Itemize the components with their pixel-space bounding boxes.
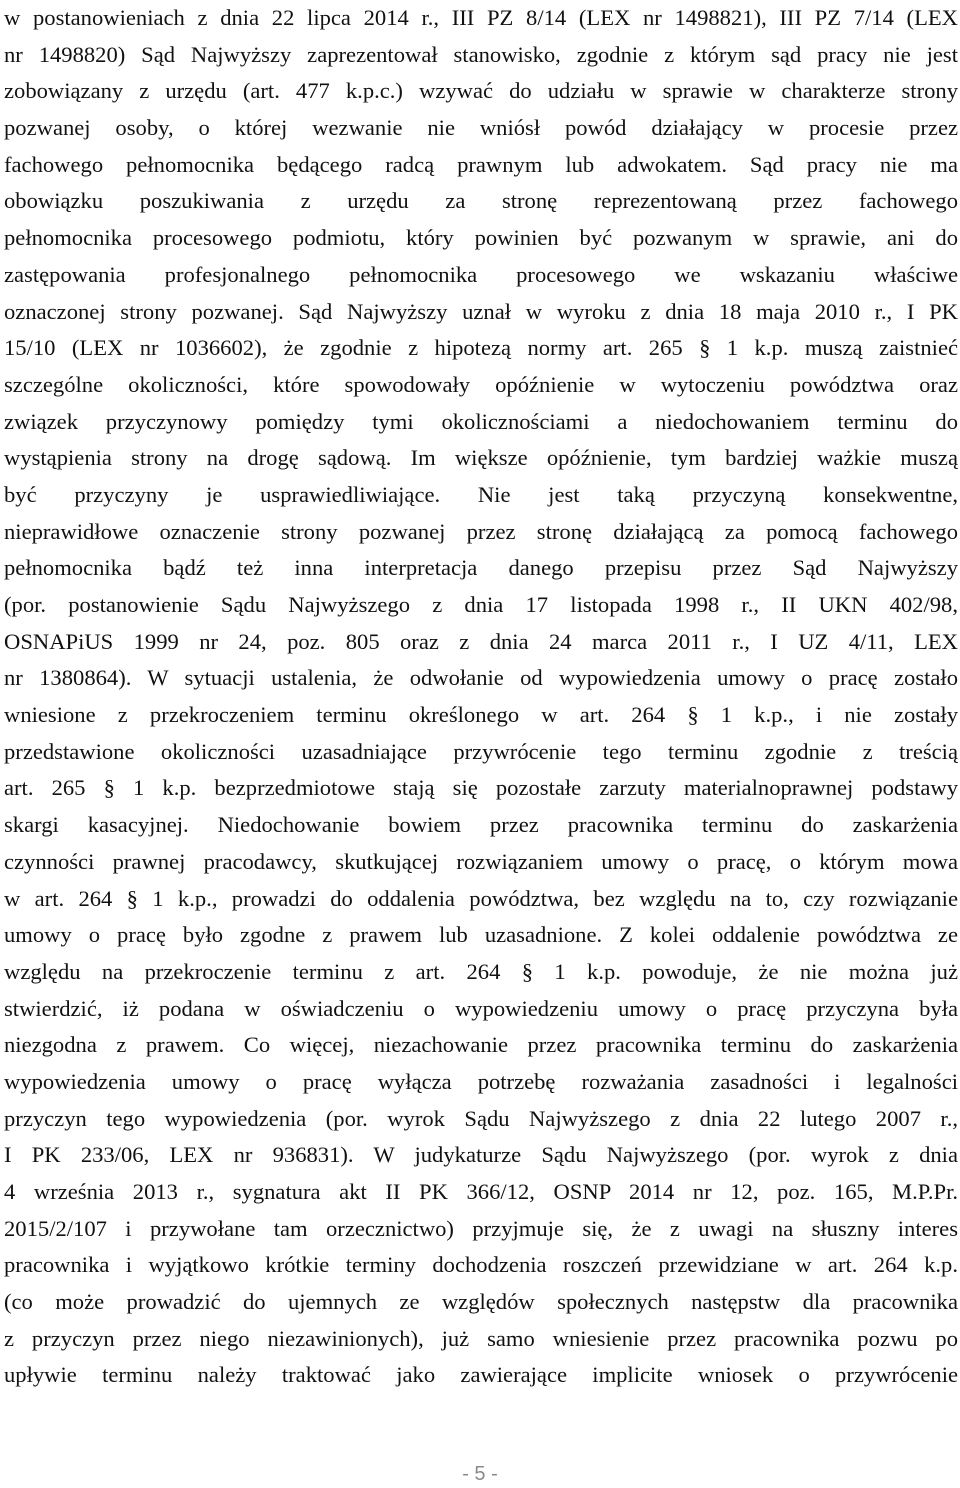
page-number: - 5 - bbox=[462, 1463, 498, 1485]
text-line: być przyczyny je usprawiedliwiające. Nie jest taką przyczyną konsekwentne, bbox=[4, 481, 958, 507]
text-line: w postanowieniach z dnia 22 lipca 2014 r., III PZ 8/14 (LEX nr 1498821), III PZ 7/14 (LEX bbox=[4, 5, 958, 30]
text-line: 2015/2/107 i przywołane tam orzecznictwo) przyjmuje się, że z uwagi na słuszny interes bbox=[4, 1215, 958, 1241]
text-line: 4 września 2013 r., sygnatura akt II PK 366/12, OSNP 2014 nr 12, poz. 165, M.P.Pr. bbox=[4, 1179, 958, 1204]
text-line: przedstawione okoliczności uzasadniające przywrócenie tego terminu zgodnie z treścią bbox=[4, 738, 958, 764]
body-text bbox=[4, 0, 958, 1394]
text-line: nr 1380864). W sytuacji ustalenia, że odwołanie od wypowiedzenia umowy o pracę zostało bbox=[4, 665, 958, 691]
text-line: upływie terminu należy traktować jako zawierające implicite wniosek o przywrócenie bbox=[4, 1362, 958, 1388]
text-line: I PK 233/06, LEX nr 936831). W judykaturze Sądu Najwyższego (por. wyrok z dnia bbox=[4, 1142, 958, 1168]
text-line: związek przyczynowy pomiędzy tymi okolicznościami a niedochowaniem terminu do bbox=[4, 408, 958, 434]
text-line: niezgodna z prawem. Co więcej, niezachowanie przez pracownika terminu do zaskarżenia bbox=[4, 1032, 958, 1058]
text-line: pełnomocnika bądź też inna interpretacja danego przepisu przez Sąd Najwyższy bbox=[4, 555, 958, 581]
text-line: (co może prowadzić do ujemnych ze względów społecznych następstw dla pracownika bbox=[4, 1289, 958, 1315]
text-line: wystąpienia strony na drogę sądową. Im większe opóźnienie, tym bardziej ważkie muszą bbox=[4, 445, 958, 471]
text-line: szczególne okoliczności, które spowodowały opóźnienie w wytoczeniu powództwa oraz bbox=[4, 371, 958, 397]
text-line: wypowiedzenia umowy o pracę wyłącza potrzebę rozważania zasadności i legalności bbox=[4, 1068, 958, 1094]
text-line: fachowego pełnomocnika będącego radcą prawnym lub adwokatem. Sąd pracy nie ma bbox=[4, 151, 958, 177]
text-line: pozwanej osoby, o której wezwanie nie wniósł powód działający w procesie przez bbox=[4, 115, 958, 141]
text-line: art. 265 § 1 k.p. bezprzedmiotowe stają się pozostałe zarzuty materialnoprawnej podstawy bbox=[4, 775, 958, 801]
text-line: OSNAPiUS 1999 nr 24, poz. 805 oraz z dnia 24 marca 2011 r., I UZ 4/11, LEX bbox=[4, 628, 958, 654]
text-line: oznaczonej strony pozwanej. Sąd Najwyższy uznał w wyroku z dnia 18 maja 2010 r., I PK bbox=[4, 298, 958, 324]
text-line: zastępowania profesjonalnego pełnomocnika procesowego we wskazaniu właściwe bbox=[4, 261, 958, 287]
text-line: (por. postanowienie Sądu Najwyższego z dnia 17 listopada 1998 r., II UKN 402/98, bbox=[4, 592, 958, 617]
text-line: pracownika i wyjątkowo krótkie terminy dochodzenia roszczeń przewidziane w art. 264 k.p. bbox=[4, 1252, 958, 1278]
text-line: umowy o pracę było zgodne z prawem lub uzasadnione. Z kolei oddalenie powództwa ze bbox=[4, 922, 958, 948]
text-line: obowiązku poszukiwania z urzędu za stronę reprezentowaną przez fachowego bbox=[4, 188, 958, 214]
text-line: 15/10 (LEX nr 1036602), że zgodnie z hipotezą normy art. 265 § 1 k.p. muszą zaistnieć bbox=[4, 335, 958, 361]
text-line: stwierdzić, iż podana w oświadczeniu o wypowiedzeniu umowy o pracę przyczyna była bbox=[4, 995, 958, 1021]
text-line: względu na przekroczenie terminu z art. 264 § 1 k.p. powoduje, że nie można już bbox=[4, 958, 958, 984]
text-line: nr 1498820) Sąd Najwyższy zaprezentował stanowisko, zgodnie z którym sąd pracy nie jest bbox=[4, 41, 958, 67]
text-line: pełnomocnika procesowego podmiotu, który powinien być pozwanym w sprawie, ani do bbox=[4, 225, 958, 251]
text-line: przyczyn tego wypowiedzenia (por. wyrok Sądu Najwyższego z dnia 22 lutego 2007 r., bbox=[4, 1105, 958, 1131]
text-line: w art. 264 § 1 k.p., prowadzi do oddalenia powództwa, bez względu na to, czy rozwiązanie bbox=[4, 885, 958, 911]
text-line: czynności prawnej pracodawcy, skutkującej rozwiązaniem umowy o pracę, o którym mowa bbox=[4, 848, 958, 874]
text-line: nieprawidłowe oznaczenie strony pozwanej przez stronę działającą za pomocą fachowego bbox=[4, 518, 958, 544]
text-line: z przyczyn przez niego niezawinionych), już samo wniesienie przez pracownika pozwu po bbox=[4, 1325, 958, 1351]
text-line: zobowiązany z urzędu (art. 477 k.p.c.) wzywać do udziału w sprawie w charakterze strony bbox=[4, 78, 958, 104]
text-line: wniesione z przekroczeniem terminu określonego w art. 264 § 1 k.p., i nie zostały bbox=[4, 702, 958, 728]
text-line: skargi kasacyjnej. Niedochowanie bowiem przez pracownika terminu do zaskarżenia bbox=[4, 812, 958, 838]
